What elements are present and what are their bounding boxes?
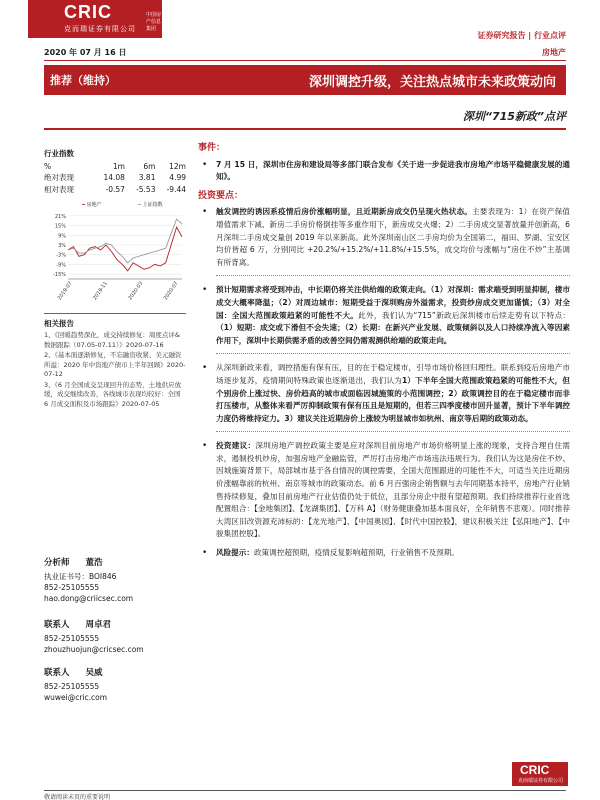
table-header-cell: 1m: [112, 161, 125, 171]
related-report-item[interactable]: 3、《6 月全国成交呈现回升的态势，土地供应放缓，成交继续改善，各线城市表现均较好：全国 6 月成交面积及市场跟踪》2020-07-05: [44, 380, 182, 408]
dotted-divider: [216, 431, 570, 432]
bullet-icon: •: [202, 159, 208, 170]
contact-email[interactable]: zhouzhuojun@cricsec.com: [44, 645, 144, 654]
bullet-icon: •: [202, 363, 208, 374]
dotted-divider: [216, 353, 570, 354]
points-heading: 投资要点：: [198, 190, 244, 201]
title-divider: [44, 128, 566, 130]
table-cell: 绝对表现: [44, 172, 74, 182]
point-text: 主要表现为：1）在资产保值增值需求下减、新房二手房价格倒挂等多重作用下，新房成交火爆；2）二手房成交显著放量并创新高，6 月深圳二手房成交量创 2019 年以来新高。此外深圳南山区二手房均价为全国第二，福田、罗湖、宝安区均价皆超 6 万，分别同比 +20.2%/+15.2%/+11.8%/+15.5%，成交均价与涨幅与“房住不炒”主基调有所背离。: [216, 207, 570, 267]
advice-text: 深圳房地产调控政策主要是应对深圳目前房地产市场价格明显上涨的现象，支持合理自住需求，遏制投机炒房，加强房地产金融监管，严厉打击房地产市场违法违规行为。我们认为这是房住不炒、因城施策背景下，局部城市基于各自情况的调控需要，全国大范围跟进的可能性不大，可适当关注近期房价涨幅靠前的杭州、南京等城市的政策动态。前 6 月百强房企销售额与去年同期基本持平，房地产行业销售持续修复，叠加目前房地产行业估值仍处于低位，且部分房企中报有望超预期。我们持续推荐行业首选配置组合：: [216, 441, 571, 514]
y-tick-label: 9%: [58, 233, 66, 240]
sidebar-divider: [44, 313, 186, 314]
contact-phone: 852-25105555: [44, 634, 100, 643]
point-bold-text: 1）下半年全国大范围政策趋紧的可能性不大，但个别房价上涨过快、房价趋高的城市或面临因城施策的小范围调控；2）政策调控目的在于稳定楼市而非打压楼市，从整体来看严厉抑制政策有保有压且是短期的，但若三四季度楼市回升显著，预计下半年调控力度仍将维持定力。3）建议关注近期房价上涨较为明显城市如杭州、南京等后期的政策动态。: [216, 375, 571, 423]
legend-item: ━ 上证指数: [138, 202, 163, 208]
analyst-heading: [44, 558, 184, 569]
contact-name: 吴威: [85, 668, 103, 678]
risk-lead: 风险提示：: [216, 548, 254, 558]
title-bar: [44, 65, 566, 95]
table-cell: -5.53: [136, 184, 156, 194]
event-heading: 事件：: [198, 143, 226, 153]
footer-logo: [512, 762, 568, 786]
risk-warning: [198, 547, 570, 560]
rating: 推荐（维持）: [50, 74, 116, 87]
report-subtitle: 深圳“715新政”点评: [462, 110, 566, 123]
chart-canvas: [44, 201, 186, 311]
analyst-name: 董浩: [85, 558, 103, 568]
related-report-item[interactable]: 2、《基本面逐渐修复，不忘融资收紧、美元融资所溢：2020 年中资地产债市上半年回顾》2020-07-12: [44, 351, 186, 378]
table-row: [44, 183, 186, 195]
table-row: [44, 171, 186, 183]
analyst-card: [44, 558, 184, 604]
dotted-divider: [216, 275, 570, 276]
y-tick-label: -3%: [56, 252, 66, 259]
contact-heading: [44, 668, 184, 679]
table-header-cell: 6m: [143, 161, 156, 171]
bullet-icon: •: [202, 207, 208, 218]
y-tick-label: 3%: [58, 243, 66, 249]
report-type: 证券研究报告 | 行业点评: [477, 31, 566, 40]
performance-title: 行业指数: [44, 149, 74, 158]
bullet-icon: •: [202, 285, 208, 296]
logo-tagline: 中国房产信息集团: [146, 12, 162, 32]
performance-table: [44, 161, 186, 195]
investment-advice: [198, 440, 570, 541]
performance-chart: [44, 201, 186, 311]
analyst-email[interactable]: hao.dong@criicsec.com: [44, 594, 134, 603]
table-cell: -0.57: [105, 184, 125, 194]
table-header-cell: 12m: [169, 161, 186, 171]
point-lead: 预计短期需求将受到冲击，中长期仍将关注供给端的政策走向。（1）对深圳：需求端受到明显抑制，楼市成交大概率降温；（2）对周边城市：短期受益于深圳购房外溢需求，投资炒房成交更加谨慎；（3）对全国：全国大范围政策趋紧的可能性不大。: [216, 285, 570, 320]
related-report-item[interactable]: 1、《回暖趋势深化，成交持续修复：周度点评&数据跟踪（07.05-07.11）》2020-07-16: [44, 331, 180, 349]
footer-divider: [44, 790, 566, 791]
footer-disclaimer: 敬请阅读末页的重要说明: [44, 794, 111, 800]
table-cell: 4.99: [169, 172, 186, 182]
x-tick-label: 2019-11: [92, 280, 109, 302]
y-tick-label: 21%: [54, 213, 66, 220]
table-cell: 3.81: [138, 172, 156, 182]
point-paragraph: [198, 284, 570, 347]
event-text: 7 月 15 日，深圳市住房和建设局等多部门联合发布《关于进一步促进我市房地产市场平稳健康发展的通知》。: [216, 159, 570, 182]
table-header-row: [44, 161, 186, 171]
risk-text: 政策调控超预期，疫情反复影响超预期，行业销售不及预期。: [253, 548, 459, 558]
contact-card: [44, 668, 184, 703]
table-cell: 14.08: [103, 172, 125, 182]
y-tick-label: 15%: [54, 223, 66, 230]
contact-name: 周卓君: [85, 620, 112, 630]
y-tick-label: -15%: [53, 272, 66, 279]
point-text: 此外，我们认为“715”新政后深圳楼市后续走势有以下特点：: [358, 310, 571, 320]
legend-label: 房地产: [86, 202, 102, 208]
sector-label: 房地产: [542, 48, 566, 57]
company-logo: [28, 0, 162, 38]
x-tick-label: 2020-03: [127, 280, 145, 302]
contact-heading: [44, 620, 184, 631]
event-paragraph: [198, 159, 570, 184]
y-tick-label: -9%: [56, 262, 66, 269]
logo-subtitle: 克而瑞证券有限公司: [64, 25, 136, 33]
contact-card: [44, 620, 184, 655]
point-lead: 触发调控的诱因系疫情后房价涨幅明显，且近期新房成交仍呈现火热状态。: [216, 207, 473, 217]
legend-item: ━ 房地产: [82, 202, 102, 208]
bullet-icon: •: [202, 548, 208, 559]
logo-text: CRIC: [64, 2, 112, 22]
footer-logo-text: CRIC: [520, 763, 550, 777]
header-divider: [44, 60, 566, 61]
point-paragraph: [198, 206, 570, 269]
contact-email[interactable]: wuwei@cric.com: [44, 693, 108, 702]
table-header-cell: %: [44, 161, 52, 171]
advice-picks: 【金地集团】、【龙湖集团】、【万科 A】（财务健康叠加基本面良好，全年销售不悲观）。同时推荐大湾区旧改资源充沛标的：【龙光地产】、【中国奥园】、【时代中国控股】，建议积极关注【弘阳地产】、【中骏集团控股】。: [216, 504, 570, 539]
contact-role: 联系人: [44, 620, 70, 630]
analyst-license: 执业证书号：BOI846: [44, 572, 117, 581]
bullet-icon: •: [202, 441, 208, 452]
advice-lead: 投资建议：: [216, 441, 256, 451]
legend-label: 上证指数: [142, 202, 163, 208]
table-cell: 相对表现: [44, 184, 74, 194]
table-cell: -9.44: [166, 184, 186, 194]
sidebar: [44, 148, 186, 410]
contact-role: 联系人: [44, 668, 70, 678]
point-paragraph: [198, 362, 570, 425]
point-text: 从深圳新政来看，调控措施有保有压，目的在于稳定楼市，引导市场价格回归理性。联系到疫后房地产市场逐步复苏，疫情期间特殊政策也逐渐退出，我们认为: [216, 363, 570, 385]
report-body: [198, 142, 570, 566]
x-tick-label: 2020-07: [162, 280, 180, 302]
point-bold-text: （1）短期：成交或下滑但不会失速；（2）长期：在新兴产业发展、政策倾斜以及人口持续净流入等因素作用下，深圳中长期供需矛盾的改善空间仍需观测供给端的政策走向。: [216, 323, 570, 345]
analyst-phone: 852-25105555: [44, 583, 100, 592]
footer-logo-subtitle: 克而瑞证券有限公司: [518, 778, 564, 784]
analyst-role: 分析师: [44, 558, 70, 568]
report-date: 2020 年 07 月 16 日: [44, 48, 127, 57]
x-tick-label: 2019-07: [56, 280, 74, 302]
headline: 深圳调控升级，关注热点城市未来政策动向: [308, 75, 556, 90]
contact-phone: 852-25105555: [44, 682, 100, 691]
related-reports-title: 相关报告: [44, 319, 74, 328]
